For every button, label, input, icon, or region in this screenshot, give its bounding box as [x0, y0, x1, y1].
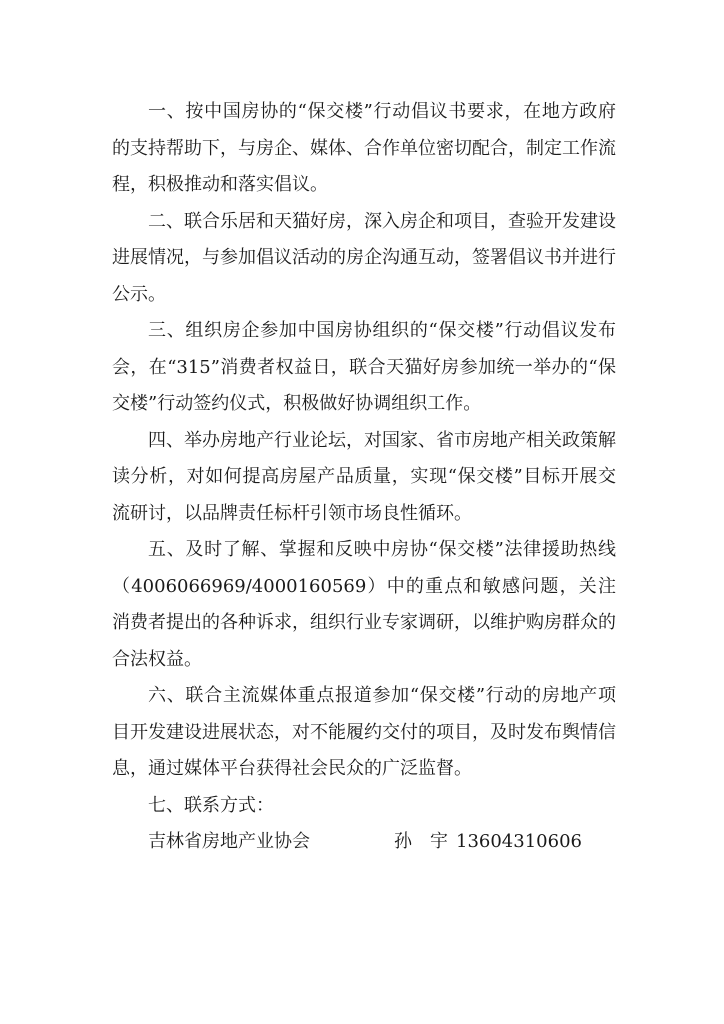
contact-person: 孙 宇 [394, 831, 448, 852]
contact-phone: 13604310606 [456, 831, 582, 852]
document-body [112, 94, 616, 861]
paragraph-4: 四、举办房地产行业论坛，对国家、省市房地产相关政策解读分析，对如何提高房屋产品质量，实现“保交楼”目标开展交流研讨，以品牌责任标杆引领市场良性循环。 [112, 429, 616, 524]
contact-organization: 吉林省房地产业协会 [148, 831, 310, 852]
paragraph-6: 六、联合主流媒体重点报道参加“保交楼”行动的房地产项目开发建设进展状态，对不能履约交付的项目，及时发布舆情信息，通过媒体平台获得社会民众的广泛监督。 [112, 685, 616, 779]
paragraph-3: 三、组织房企参加中国房协组织的“保交楼”行动倡议发布会，在“315”消费者权益日，联合天猫好房参加统一举办的“保交楼”行动签约仪式，积极做好协调组织工作。 [112, 320, 616, 414]
paragraph-1: 一、按中国房协的“保交楼”行动倡议书要求，在地方政府的支持帮助下，与房企、媒体、合作单位密切配合，制定工作流程，积极推动和落实倡议。 [112, 101, 616, 195]
paragraph-2: 二、联合乐居和天猫好房，深入房企和项目，查验开发建设进展情况，与参加倡议活动的房企沟通互动，签署倡议书并进行公示。 [112, 210, 616, 305]
contact-line [112, 824, 616, 861]
paragraph-5: 五、及时了解、掌握和反映中房协“保交楼”法律援助热线（4006066969/4000160569）中的重点和敏感问题，关注消费者提出的各种诉求，组织行业专家调研，以维护购房群众的合法权益。 [112, 539, 616, 670]
paragraph-7-contact-heading: 七、联系方式： [148, 794, 274, 816]
